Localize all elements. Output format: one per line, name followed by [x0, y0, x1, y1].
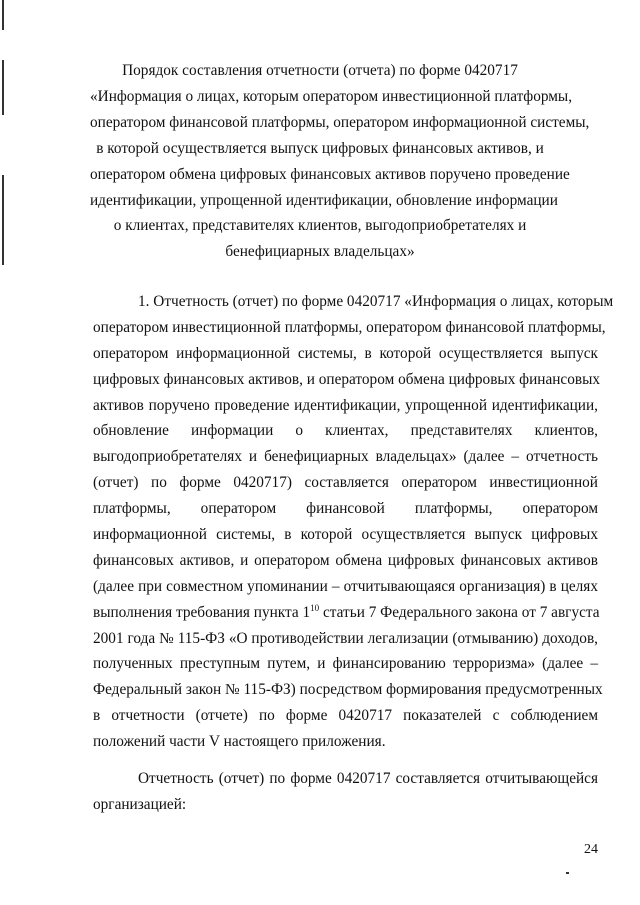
paragraph-1: [93, 289, 614, 755]
text-line: 1. Отчетность (отчет) по форме 0420717 «Информация о лицах, которым: [138, 293, 614, 310]
text-line: (отчет) по форме 0420717) составляется оператором инвестиционной: [93, 474, 598, 492]
margin-mark: [2, 60, 4, 115]
text-line: активов поручено проведение идентификации, упрощенной идентификации,: [93, 396, 598, 414]
text-line: в отчетности (отчете) по форме 0420717 показателей с соблюдением: [93, 707, 598, 725]
title-line: идентификации, упрощенной идентификации, обновление информации: [90, 191, 558, 209]
text-line: (далее при совместном упоминании – отчитывающаяся организация) в целях: [93, 577, 598, 595]
text-line: финансовых активов, и оператором обмена цифровых финансовых активов: [93, 551, 598, 569]
text-line: положений части V настоящего приложения.: [93, 733, 386, 751]
text-fragment: статьи 7 Федерального закона от 7 августа: [319, 603, 600, 621]
title-line: Порядок составления отчетности (отчета) по форме 0420717: [122, 62, 518, 79]
title-line: бенефициарных владельцах»: [225, 243, 415, 261]
text-line: организацией:: [93, 795, 187, 813]
text-line: Отчетность (отчет) по форме 0420717 составляется отчитывающейся: [138, 770, 598, 788]
text-line: платформы, оператором финансовой платформы, оператором: [93, 500, 598, 518]
document-body: [93, 289, 614, 818]
text-line: полученных преступным путем, и финансированию терроризма» (далее –: [93, 655, 598, 673]
title-line: «Информация о лицах, которым оператором инвестиционной платформы,: [90, 87, 573, 105]
margin-mark: [2, 0, 4, 30]
title-line: в которой осуществляется выпуск цифровых финансовых активов, и: [96, 139, 544, 157]
scan-mark: [566, 872, 569, 874]
text-line: оператором инвестиционной платформы, оператором финансовой платформы,: [93, 318, 606, 336]
text-line-with-superscript: [93, 600, 598, 626]
text-fragment: выполнения требования пункта 1: [93, 603, 311, 621]
text-line: выгодоприобретателях и бенефициарных владельцах» (далее – отчетность: [93, 448, 598, 466]
text-line: Федеральный закон № 115-ФЗ) посредством формирования предусмотренных: [93, 681, 603, 699]
paragraph-2: [93, 766, 598, 818]
document-title: [90, 58, 590, 265]
superscript: 10: [310, 602, 320, 613]
margin-mark: [2, 175, 4, 265]
text-line: цифровых финансовых активов, и оператором обмена цифровых финансовых: [93, 370, 601, 388]
title-line: о клиентах, представителях клиентов, выгодоприобретателях и: [113, 217, 527, 235]
text-line: обновление информации о клиентах, представителях клиентов,: [93, 422, 598, 440]
page-number: 24: [584, 842, 598, 857]
title-line: оператором обмена цифровых финансовых активов поручено проведение: [90, 165, 570, 183]
text-line: информационной системы, в которой осуществляется выпуск цифровых: [93, 526, 598, 544]
text-line: оператором информационной системы, в которой осуществляется выпуск: [93, 344, 598, 362]
title-line: оператором финансовой платформы, оператором информационной системы,: [90, 113, 590, 131]
text-line: 2001 года № 115-ФЗ «О противодействии легализации (отмыванию) доходов,: [93, 629, 598, 647]
